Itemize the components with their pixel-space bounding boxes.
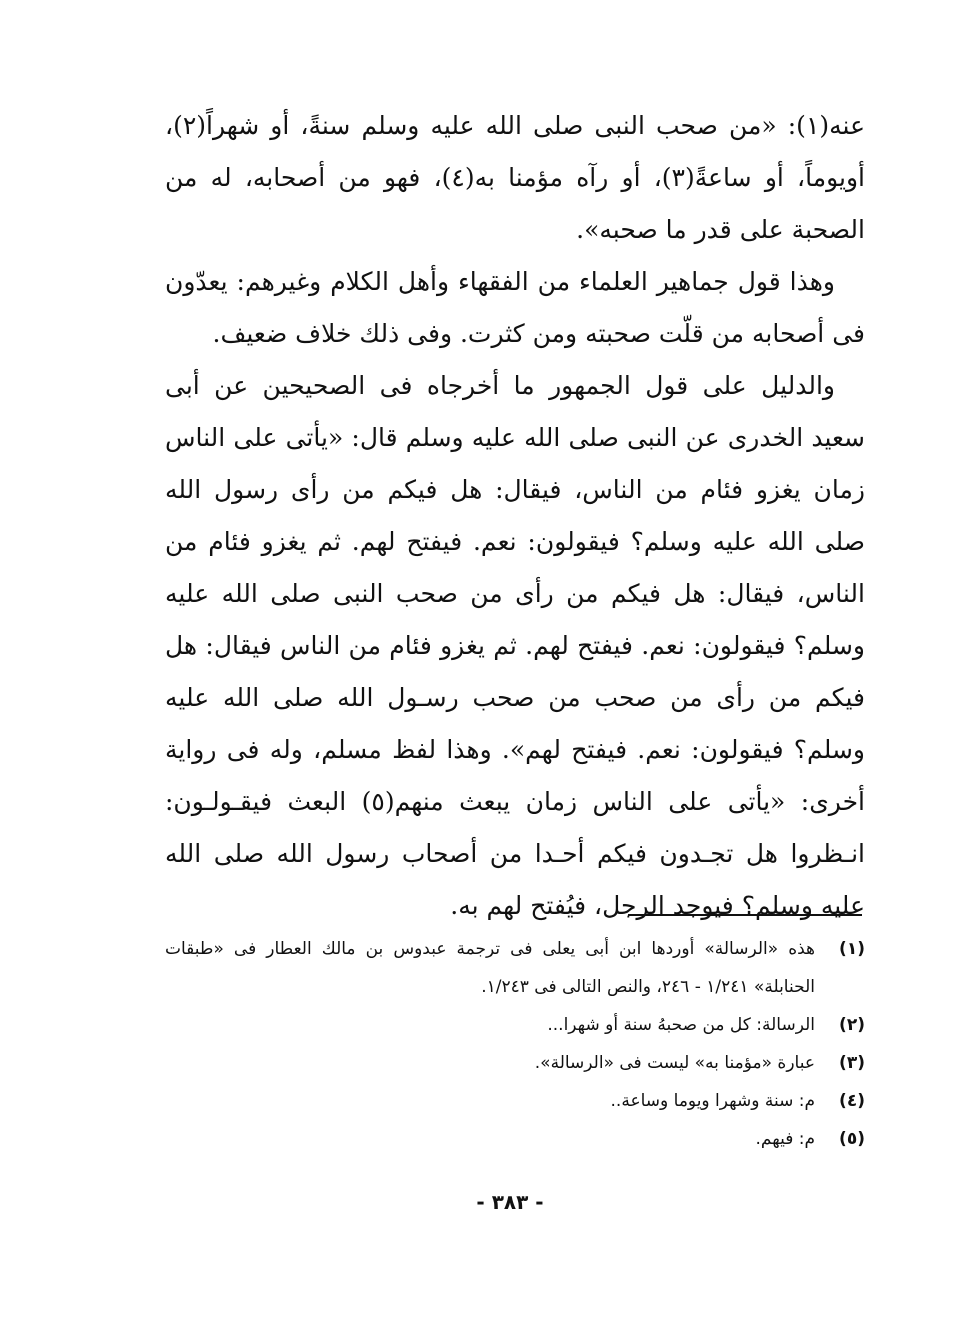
main-text bbox=[165, 100, 865, 932]
paragraph-2: وهذا قول جماهير العلماء من الفقهاء وأهل الكلام وغيرهم: يعدّون فى أصحابه من قلّت صحبته ومن كثرت. وفى ذلك خلاف ضعيف. bbox=[165, 267, 865, 348]
footnote-number: (٤) bbox=[839, 1091, 865, 1111]
footnote-text: م: فيهم. bbox=[755, 1129, 815, 1149]
footnote-text: الرسالة: كل من صحبهُ سنة أو شهرا... bbox=[547, 1015, 815, 1035]
footnotes bbox=[165, 930, 865, 1158]
footnote-text: عبارة «مؤمنا به» ليست فى «الرسالة». bbox=[534, 1053, 815, 1073]
footnote-4 bbox=[165, 1082, 865, 1120]
footnote-2 bbox=[165, 1006, 865, 1044]
footnote-1 bbox=[165, 930, 865, 1006]
footnote-text: هذه «الرسالة» أوردها ابن أبى يعلى فى ترجمة عبدوس بن مالك العطار فى «طبقات الحنابلة» ١/٢٤١ - ٢٤٦، والنص التالى فى ١/٢٤٣. bbox=[165, 939, 815, 997]
footnote-3 bbox=[165, 1044, 865, 1082]
footnote-text: م: سنة وشهرا ويوما وساعة.. bbox=[610, 1091, 815, 1111]
footnote-number: (١) bbox=[839, 939, 865, 959]
footnote-divider bbox=[628, 914, 862, 916]
footnote-number: (٢) bbox=[839, 1015, 865, 1035]
footnote-5 bbox=[165, 1120, 865, 1158]
footnote-number: (٣) bbox=[839, 1053, 865, 1073]
footnote-number: (٥) bbox=[839, 1129, 865, 1149]
paragraph-1: عنه(١): «من صحب النبى صلى الله عليه وسلم سنةً، أو شهراً(٢)، أويوماً، أو ساعةً(٣)، أو رآه مؤمنا به(٤)، فهو من أصحابه، له من الصحبة على قدر ما صحبه». bbox=[165, 111, 865, 244]
paragraph-3: والدليل على قول الجمهور ما أخرجاه فى الصحيحين عن أبى سعيد الخدرى عن النبى صلى الله عليه وسلم قال: «يأتى على الناس زمان يغزو فئام من الناس، فيقال: هل فيكم من رأى رسول الله صلى الله عليه وسلم؟ فيقولون: نعم. فيفتح لهم. ثم يغزو فئام من الناس، فيقال: هل فيكم من رأى من صحب النبى صلى الله عليه وسلم؟ فيقولون: نعم. فيفتح لهم. ثم يغزو فئام من الناس فيقال: هل فيكم من رأى من صحب من صحب رسـول الله صلى الله عليه وسلم؟ فيقولون: نعم. فيفتح لهم». وهذا لفظ مسلم، وله فى رواية أخرى: «يأتى على الناس زمان يبعث منهم(٥) البعث فيقـولـون: انـظروا هل تجـدون فيكم أحـدا من أصحاب رسول الله صلى الله عليه وسلم؟ فيوجد الرجل، فيُفتح لهم به. bbox=[165, 371, 865, 920]
page-number: - ٣٨٣ - bbox=[476, 1190, 544, 1214]
